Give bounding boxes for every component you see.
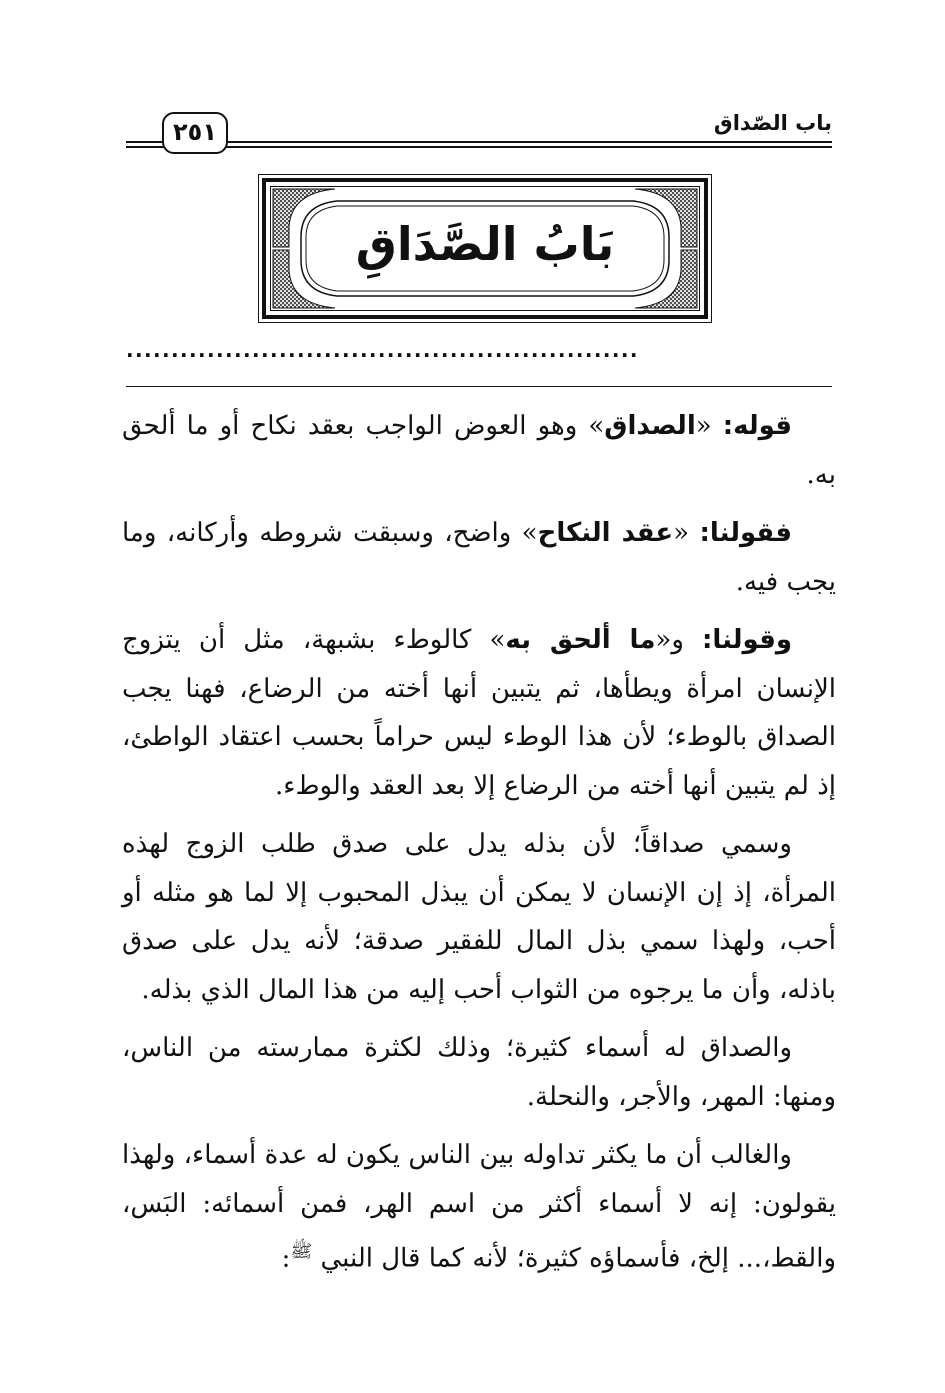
para-text: كالوطء بشبهة، مثل أن يتزوج الإنسان امرأة ويطأها، ثم يتبين أنها أخته من الرضاع، فهنا يجب الصداق بالوطء؛ لأن هذا الوطء ليس حراماً بحسب اعتقاد الواطئ، إذ لم يتبين أنها أخته من الرضاع إلا بعد العقد والوطء. — [122, 625, 836, 801]
quote-close: » — [471, 625, 506, 655]
paragraph — [122, 616, 836, 810]
paragraph — [122, 402, 836, 499]
para-term: عقد النكاح — [537, 518, 674, 548]
para-text: والغالب أن ما يكثر تداوله بين الناس يكون له عدة أسماء، ولهذا يقولون: إنه لا أسماء أكثر من اسم الهر، فمن أسمائه: البَس، والقط،... إلخ، فأسماؤه كثيرة؛ لأنه كما قال النبي — [122, 1140, 836, 1274]
para-text: وسمي صداقاً؛ لأن بذله يدل على صدق طلب الزوج لهذه المرأة، إذ إن الإنسان لا يمكن أن يبذل المحبوب إلا لما هو مثله أو أحب، ولهذا سمي بذل المال للفقير صدقة؛ لأنه يدل على صدق باذله، وأن ما يرجوه من الثواب أحب إليه من هذا المال الذي بذله. — [122, 829, 836, 1005]
quote-close: » — [511, 518, 538, 548]
paragraph — [122, 509, 836, 606]
paragraph — [122, 1024, 836, 1121]
chapter-title-frame — [258, 174, 712, 323]
paragraph — [122, 820, 836, 1014]
header-rule-bottom — [126, 146, 832, 148]
para-end: : — [281, 1243, 291, 1274]
quote-close: » — [577, 411, 605, 441]
para-text: واضح، وسبقت شروطه وأركانه، وما يجب فيه. — [122, 518, 836, 597]
quote-open: و« — [655, 625, 702, 655]
paragraph — [122, 1131, 836, 1283]
chapter-title: بَابُ الصَّدَاقِ — [355, 217, 615, 271]
honorific-symbol: ﷺ — [290, 1241, 313, 1262]
quote-open: « — [695, 411, 723, 441]
para-lead: وقولنا: — [701, 625, 793, 655]
header-rule-top — [126, 141, 832, 143]
running-title: باب الصّداق — [706, 108, 832, 138]
para-term: الصداق — [604, 411, 696, 441]
quote-open: « — [673, 518, 700, 548]
page-number: ٢٥١ — [162, 112, 228, 154]
para-lead: فقولنا: — [699, 518, 793, 548]
para-text: وهو العوض الواجب بعقد نكاح أو ما ألحق به. — [122, 411, 836, 490]
para-term: ما ألحق به — [505, 625, 656, 655]
body-text — [122, 402, 836, 1293]
dotted-separator: ......................................................... — [126, 338, 639, 362]
para-lead: قوله: — [722, 411, 792, 441]
section-rule — [126, 386, 832, 387]
para-text: والصداق له أسماء كثيرة؛ وذلك لكثرة ممارسته من الناس، ومنها: المهر، والأجر، والنحلة. — [122, 1033, 836, 1112]
